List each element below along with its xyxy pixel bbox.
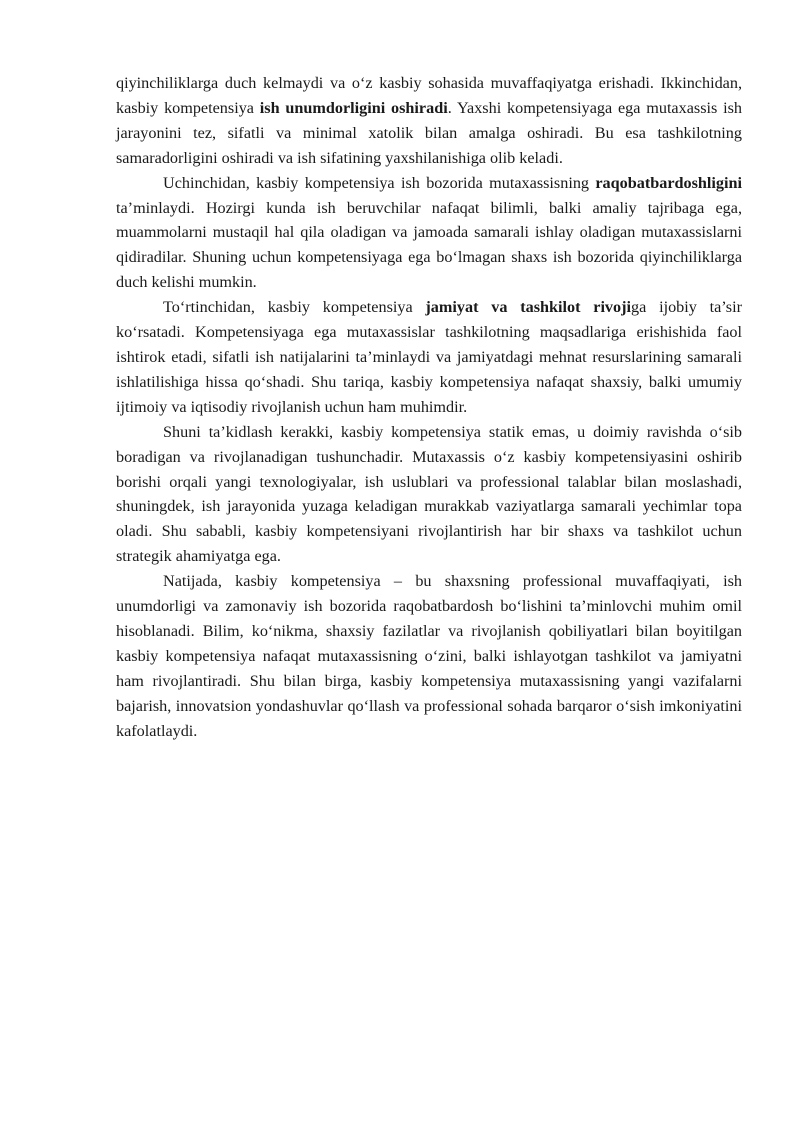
paragraph-5 [116, 569, 742, 743]
paragraph-2-text: Uchinchidan, kasbiy kompetensiya ish bozorida mutaxassisning [163, 173, 596, 192]
paragraph-4-text: Shuni ta’kidlash kerakki, kasbiy kompetensiya statik emas, u doimiy ravishda o‘sib boradigan va rivojlanadigan tushunchadir. Mutaxassis o‘z kasbiy kompetensiyasini oshirib borishi orqali yangi texnologiyalar, ish uslublari va professional talablar bilan moslashadi, shuningdek, ish jarayonida yuzaga keladigan murakkab vaziyatlarga samarali yechimlar topa oladi. Shu sababli, kasbiy kompetensiyani rivojlantirish har bir shaxs va tashkilot uchun strategik ahamiyatga ega. [116, 422, 742, 566]
paragraph-2 [116, 171, 742, 296]
paragraph-3-bold-phrase: jamiyat va tashkilot rivoji [425, 298, 632, 317]
paragraph-1-text: qiyinchiliklarga duch kelmaydi va o‘z kasbiy sohasida muvaffaqiyatga erishadi. Ikkinchidan, kasbiy kompetensiya [116, 74, 742, 117]
paragraph-4 [116, 420, 742, 569]
paragraph-2-text-end: ta’minlaydi. Hozirgi kunda ish beruvchilar nafaqat bilimli, balki amaliy tajribaga ega, muammolarni mustaqil hal qila oladigan va jamoada samarali ishlay oladigan mutaxassislarni qidiradilar. Shuning uchun kompetensiyaga ega bo‘lmagan shaxs ish bozorida qiyinchiliklarga duch kelishi mumkin. [116, 198, 742, 292]
document-page [116, 71, 742, 743]
paragraph-1-bold-phrase: ish unumdorligini oshiradi [259, 98, 448, 117]
paragraph-1-text-end: . Yaxshi kompetensiyaga ega mutaxassis ish jarayonini tez, sifatli va minimal xatolik bilan amalga oshiradi. Bu esa tashkilotning samaradorligini oshiradi va ish sifatining yaxshilanishiga olib keladi. [116, 98, 742, 167]
paragraph-3-text-end: ga ijobiy ta’sir ko‘rsatadi. Kompetensiyaga ega mutaxassislar tashkilotning maqsadlariga erishishida faol ishtirok etadi, sifatli ish natijalarini ta’minlaydi va jamiyatdagi mehnat resurslarining samarali ishlatilishiga hissa qo‘shadi. Shu tariqa, kasbiy kompetensiya nafaqat shaxsiy, balki umumiy ijtimoiy va iqtisodiy rivojlanish uchun ham muhimdir. [116, 298, 742, 416]
paragraph-2-bold-phrase: raqobatbardoshligini [595, 173, 742, 192]
paragraph-3 [116, 295, 742, 420]
paragraph-5-text: Natijada, kasbiy kompetensiya – bu shaxsning professional muvaffaqiyati, ish unumdorligi va zamonaviy ish bozorida raqobatbardosh bo‘lishini ta’minlovchi muhim omil hisoblanadi. Bilim, ko‘nikma, shaxsiy fazilatlar va rivojlanish qobiliyatlari bilan boyitilgan kasbiy kompetensiya nafaqat mutaxassisning o‘zini, balki ishlayotgan tashkilot va jamiyatni ham rivojlantiradi. Shu bilan birga, kasbiy kompetensiya mutaxassisning yangi vazifalarni bajarish, innovatsion yondashuvlar qo‘llash va professional sohada barqaror o‘sish imkoniyatini kafolatlaydi. [116, 572, 742, 740]
paragraph-1 [116, 71, 742, 171]
paragraph-3-text: To‘rtinchidan, kasbiy kompetensiya [163, 298, 426, 317]
